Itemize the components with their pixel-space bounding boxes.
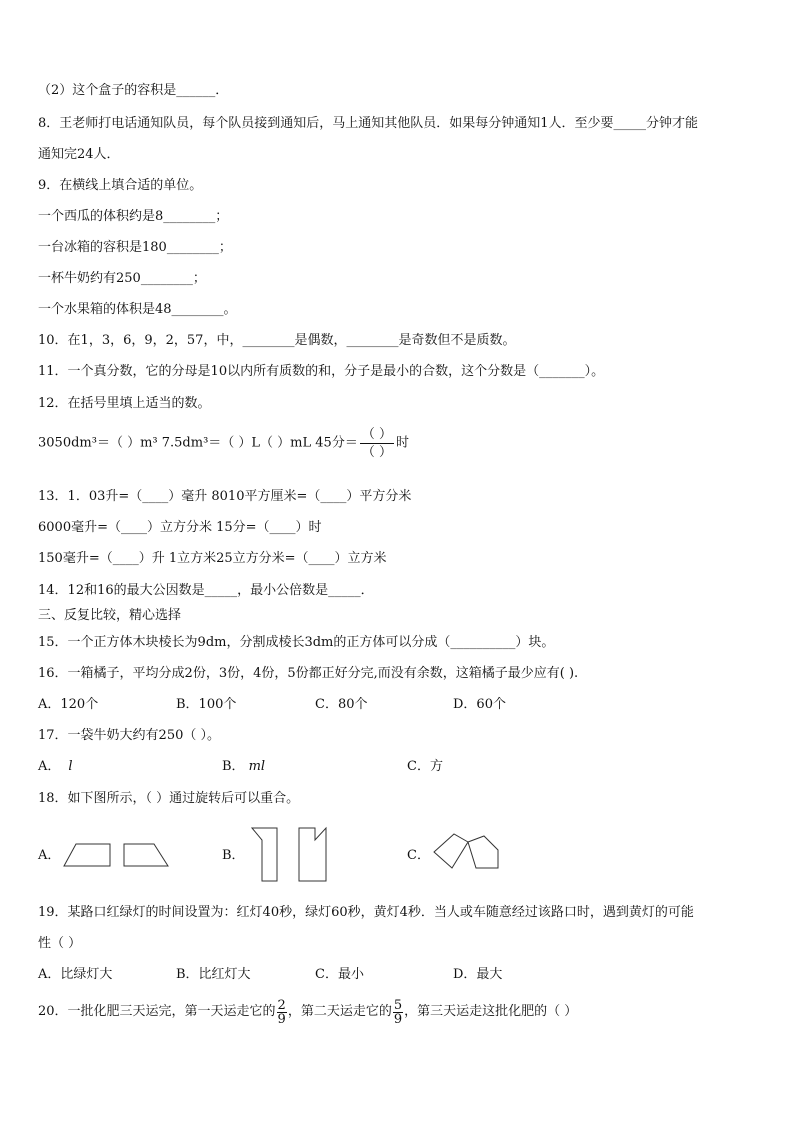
q17-option-a[interactable] — [38, 759, 73, 775]
option-label: B． — [222, 759, 245, 774]
fraction-numerator: （ ） — [361, 427, 392, 442]
question-9-item-d: 一个水果箱的体积是48________。 — [38, 302, 237, 317]
question-12-unit: 时 — [395, 435, 409, 451]
q17-option-b[interactable] — [222, 759, 265, 775]
question-9-item-b: 一台冰箱的容积是180________； — [38, 240, 232, 255]
shape-left — [252, 828, 277, 881]
fraction-denominator: 9 — [277, 1011, 286, 1027]
q19-option-d[interactable]: D．最大 — [453, 967, 503, 982]
q18-option-a-figure — [62, 840, 172, 870]
q18-option-b-label[interactable]: B． — [222, 848, 245, 863]
question-19-line2: 性（ ） — [38, 936, 82, 951]
question-12: 12．在括号里填上适当的数。 — [38, 396, 211, 411]
q19-option-a[interactable]: A．比绿灯大 — [38, 967, 113, 982]
question-19-line1: 19．某路口红绿灯的时间设置为：红灯40秒，绿灯60秒，黄灯4秒．当人或车随意经过该路口时，遇到黄灯的可能 — [38, 905, 694, 920]
question-13-line1: 13．1．03升=（____）毫升 8010平方厘米=（____）平方分米 — [38, 489, 412, 504]
q18-option-b-figure — [248, 826, 332, 884]
trapezoid-right — [124, 844, 168, 866]
fraction-numerator: 2 — [277, 997, 286, 1013]
question-9-item-c: 一杯牛奶约有250________； — [38, 271, 206, 286]
q16-option-d[interactable]: D．60个 — [453, 697, 506, 712]
question-14: 14．12和16的最大公因数是_____，最小公倍数是_____． — [38, 583, 374, 598]
fraction-denominator: （ ） — [361, 445, 392, 460]
option-label: A． — [38, 759, 61, 774]
trapezoid-left — [64, 844, 110, 866]
question-13-line2: 6000毫升=（____）立方分米 15分=（____）时 — [38, 520, 322, 535]
question-11: 11．一个真分数，它的分母是10以内所有质数的和，分子是最小的合数，这个分数是（_______）。 — [38, 364, 605, 379]
q19-option-c[interactable]: C．最小 — [315, 967, 364, 982]
q19-option-b[interactable]: B．比红灯大 — [176, 967, 251, 982]
pentagon-left — [434, 834, 468, 868]
shape-right — [299, 828, 326, 881]
fraction-denominator: 9 — [393, 1011, 403, 1027]
question-12-conversions — [38, 426, 409, 461]
question-12-text: 3050dm³＝（ ）m³ 7.5dm³＝（ ）L（ ）mL 45分＝ — [38, 435, 358, 451]
q20-text-start: 20．一批化肥三天运完，第一天运走它的 — [38, 1004, 276, 1019]
question-13-line3: 150毫升=（____）升 1立方米25立方分米=（____）立方米 — [38, 551, 387, 566]
question-17: 17．一袋牛奶大约有250（ ）。 — [38, 728, 220, 743]
question-9-item-a: 一个西瓜的体积约是8________； — [38, 209, 229, 224]
q17-option-c[interactable]: C．方 — [407, 759, 443, 774]
question-9: 9．在横线上填合适的单位。 — [38, 178, 203, 193]
q20-text-end: ，第三天运走这批化肥的（ ） — [404, 1004, 578, 1019]
question-12-fraction — [360, 426, 394, 461]
q20-text-middle: ，第二天运走它的 — [287, 1004, 392, 1019]
q16-option-a[interactable]: A．120个 — [38, 697, 99, 712]
unit-milliliter: ml — [248, 759, 266, 774]
q18-option-a-label[interactable]: A． — [38, 848, 61, 863]
question-16: 16．一箱橘子，平均分成2份，3份，4份，5份都正好分完,而没有余数，这箱橘子最少应有( ). — [38, 666, 579, 681]
q18-option-c-label[interactable]: C． — [407, 848, 430, 863]
question-20 — [38, 998, 577, 1027]
question-15: 15．一个正方体木块棱长为9dm，分割成棱长3dm的正方体可以分成（__________）块。 — [38, 635, 555, 650]
question-8-line2: 通知完24人． — [38, 147, 120, 162]
pentagon-right — [468, 836, 498, 868]
question-8-line1: 8．王老师打电话通知队员，每个队员接到通知后，马上通知其他队员．如果每分钟通知1人．至少要_____分钟才能 — [38, 116, 699, 131]
fraction-two-ninths — [277, 999, 287, 1026]
fraction-numerator: 5 — [393, 997, 403, 1013]
q16-option-b[interactable]: B．100个 — [176, 697, 237, 712]
question-18: 18．如下图所示，（ ）通过旋转后可以重合。 — [38, 791, 300, 806]
q7-sub2: （2）这个盒子的容积是______． — [38, 83, 229, 98]
fraction-five-ninths — [393, 999, 403, 1026]
q16-option-c[interactable]: C．80个 — [315, 697, 368, 712]
unit-liter: l — [68, 759, 73, 774]
section-3-heading: 三、反复比较，精心选择 — [38, 608, 182, 623]
question-10: 10．在1，3，6，9，2，57，中，________是偶数，________是奇数但不是质数。 — [38, 333, 516, 348]
q18-option-c-figure — [432, 830, 504, 872]
